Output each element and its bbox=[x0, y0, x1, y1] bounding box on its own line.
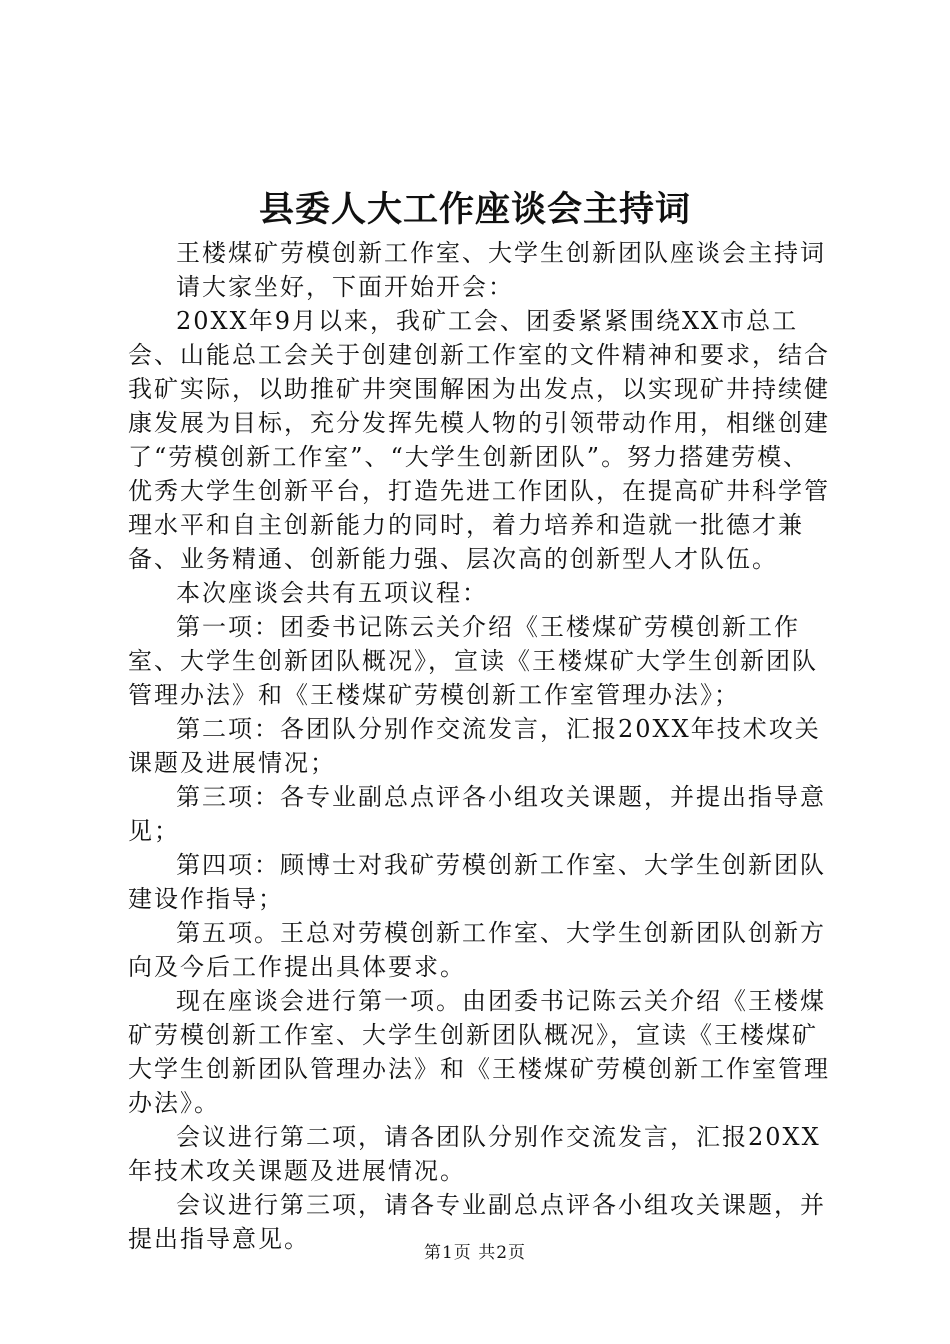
paragraph-agenda-item-2: 第二项：各团队分别作交流发言，汇报20XX年技术攻关课题及进展情况； bbox=[128, 715, 821, 777]
paragraph-agenda-intro: 本次座谈会共有五项议程： bbox=[176, 579, 488, 607]
paragraph-agenda-item-4: 第四项：顾博士对我矿劳模创新工作室、大学生创新团队建设作指导； bbox=[128, 851, 826, 913]
document-title: 县委人大工作座谈会主持词 bbox=[258, 189, 691, 230]
page-number-footer: 第1页 共2页 bbox=[423, 1243, 527, 1263]
paragraph-heading: 王楼煤矿劳模创新工作室、大学生创新团队座谈会主持词 bbox=[176, 239, 826, 267]
paragraph-item-2-proceed: 会议进行第二项，请各团队分别作交流发言，汇报20XX年技术攻关课题及进展情况。 bbox=[128, 1123, 821, 1185]
document-body bbox=[128, 236, 833, 1256]
paragraph-agenda-item-1: 第一项：团委书记陈云关介绍《王楼煤矿劳模创新工作室、大学生创新团队概况》，宣读《王楼煤矿大学生创新团队管理办法》和《王楼煤矿劳模创新工作室管理办法》； bbox=[128, 613, 818, 709]
paragraph-agenda-item-5: 第五项。王总对劳模创新工作室、大学生创新团队创新方向及今后工作提出具体要求。 bbox=[128, 919, 826, 981]
paragraph-opening: 请大家坐好，下面开始开会： bbox=[176, 273, 514, 301]
paragraph-agenda-item-3: 第三项：各专业副总点评各小组攻关课题，并提出指导意见； bbox=[128, 783, 826, 845]
paragraph-background: 20XX年9月以来，我矿工会、团委紧紧围绕XX市总工会、山能总工会关于创建创新工作室的文件精神和要求，结合我矿实际，以助推矿井突围解困为出发点，以实现矿井持续健康发展为目标，充分发挥先模人物的引领带动作用，相继创建了“劳模创新工作室”、“大学生创新团队”。努力搭建劳模、优秀大学生创新平台，打造先进工作团队，在提高矿井科学管理水平和自主创新能力的同时，着力培养和造就一批德才兼备、业务精通、创新能力强、层次高的创新型人才队伍。 bbox=[128, 307, 830, 573]
paragraph-item-3-proceed: 会议进行第三项，请各专业副总点评各小组攻关课题，并提出指导意见。 bbox=[128, 1191, 826, 1253]
paragraph-item-1-proceed: 现在座谈会进行第一项。由团委书记陈云关介绍《王楼煤矿劳模创新工作室、大学生创新团队概况》，宣读《王楼煤矿大学生创新团队管理办法》和《王楼煤矿劳模创新工作室管理办法》。 bbox=[128, 987, 830, 1117]
